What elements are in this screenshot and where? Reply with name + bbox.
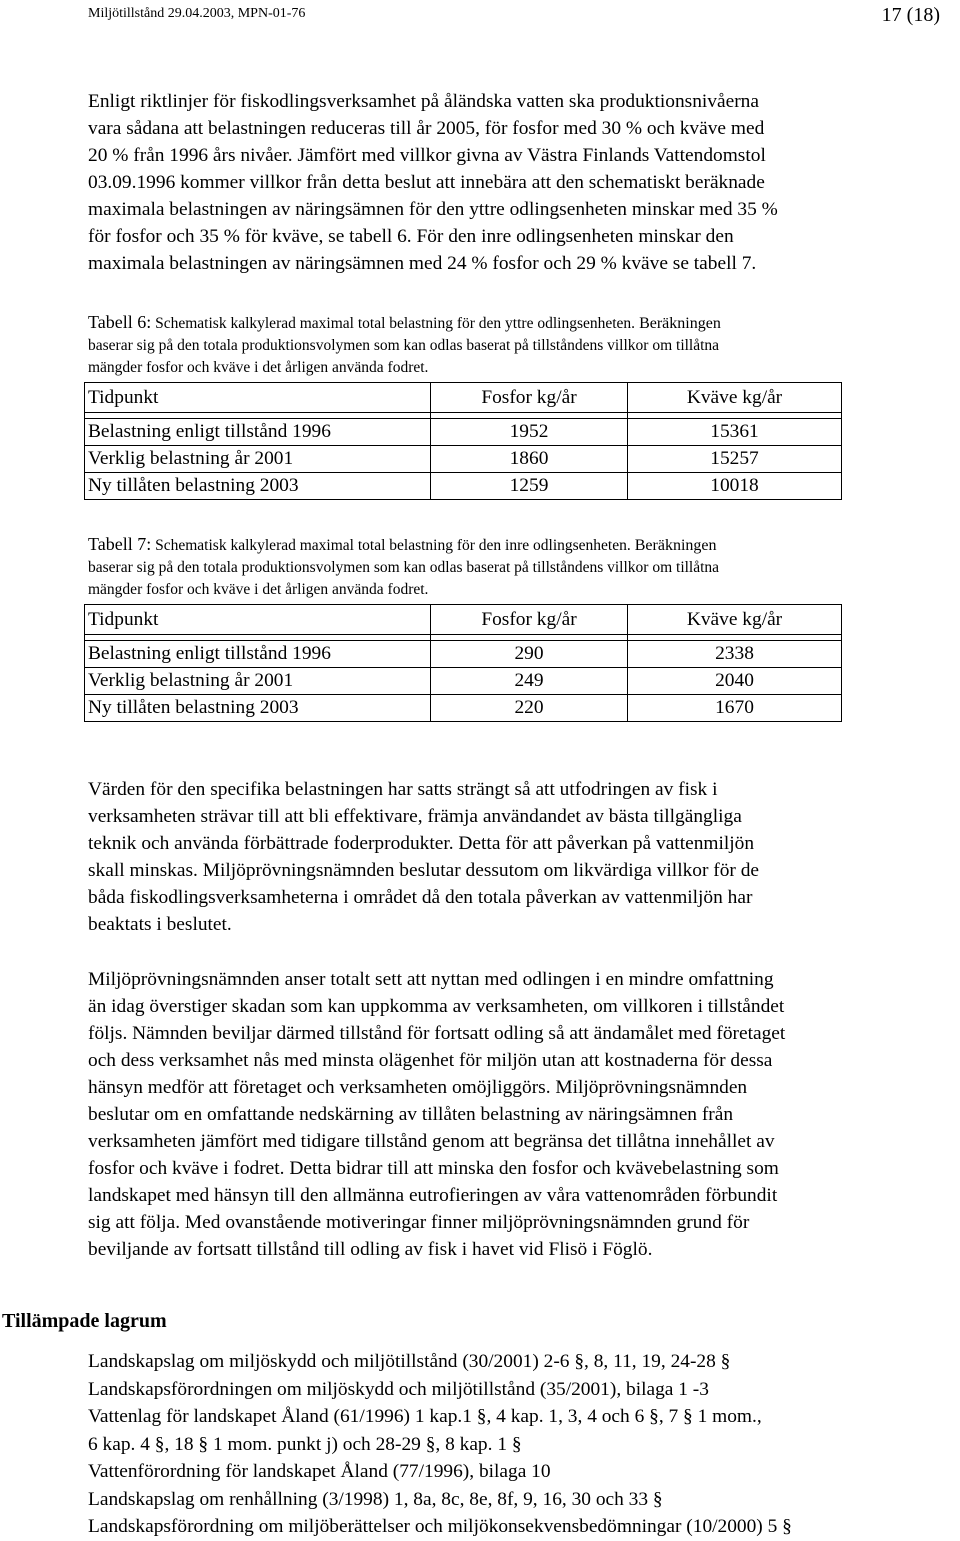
law-reference: 6 kap. 4 §, 18 § 1 mom. punkt j) och 28-29 §, 8 kap. 1 § — [88, 1433, 522, 1455]
table-cell: Ny tillåten belastning 2003 — [85, 695, 431, 722]
table6 — [84, 382, 842, 500]
table-row — [85, 641, 842, 668]
applied-law-list — [88, 1348, 948, 1541]
text-line: skall minskas. Miljöprövningsnämnden beslutar dessutom om likvärdiga villkor för de — [88, 860, 760, 881]
table7-caption-line: mängder fosfor och kväve i det årligen använda fodret. — [88, 581, 429, 598]
text-line: landskapet med hänsyn till den allmänna eutrofieringen av våra vattenområden förbundit — [88, 1185, 778, 1206]
text-line: för fosfor och 35 % för kväve, se tabell 6. För den inre odlingsenheten minskar den — [88, 226, 734, 247]
text-line: 03.09.1996 kommer villkor från detta beslut att innebära att den schematiskt beräknade — [88, 172, 765, 193]
text-line: följs. Nämnden beviljar därmed tillstånd för fortsatt odling så att ändamålet med företaget — [88, 1023, 786, 1044]
text-line: verksamheten strävar till att bli effektivare, främja användandet av bästa tillgängliga — [88, 806, 742, 827]
table-cell: 1952 — [431, 419, 628, 446]
column-header: Kväve kg/år — [628, 605, 842, 635]
table7-caption-label: Tabell 7: — [88, 534, 152, 554]
table-cell: Verklig belastning år 2001 — [85, 446, 431, 473]
column-header: Kväve kg/år — [628, 383, 842, 413]
table-cell: Verklig belastning år 2001 — [85, 668, 431, 695]
section-heading-applied-law: Tillämpade lagrum — [2, 1310, 167, 1332]
column-header: Fosfor kg/år — [431, 605, 628, 635]
table-row — [85, 473, 842, 500]
table6-caption-tail: Beräkningen — [635, 315, 721, 332]
table-row — [85, 695, 842, 722]
text-line: Värden för den specifika belastningen har satts strängt så att utfodringen av fisk i — [88, 779, 718, 800]
paragraph-decision — [88, 966, 938, 1263]
table6-caption-text: Schematisk kalkylerad maximal total belastning för den yttre odlingsenheten. — [151, 315, 636, 332]
text-line: och dess verksamhet nås med minsta olägenhet för miljön utan att kostnaderna för dessa — [88, 1050, 773, 1071]
table-cell: 1670 — [628, 695, 842, 722]
table-cell: 10018 — [628, 473, 842, 500]
table-cell: 1860 — [431, 446, 628, 473]
text-line: sig att följa. Med ovanstående motiveringar finner miljöprövningsnämnden grund för — [88, 1212, 750, 1233]
law-reference: Landskapsförordning om miljöberättelser och miljökonsekvensbedömningar (10/2000) 5 § — [88, 1516, 792, 1537]
table7-caption-line: baserar sig på den totala produktionsvolymen som kan odlas baserat på tillståndens villkor om tillåtna — [88, 559, 720, 576]
table6-caption — [88, 311, 938, 379]
text-line: beaktats i beslutet. — [88, 914, 232, 935]
law-reference: Vattenförordning för landskapet Åland (77/1996), bilaga 10 — [88, 1461, 551, 1482]
column-header: Tidpunkt — [85, 605, 431, 635]
text-line: Miljöprövningsnämnden anser totalt sett att nyttan med odlingen i en mindre omfattning — [88, 969, 774, 990]
table-row — [85, 419, 842, 446]
text-line: maximala belastningen av näringsämnen med 24 % fosfor och 29 % kväve se tabell 7. — [88, 253, 757, 274]
text-line: vara sådana att belastningen reduceras till år 2005, för fosfor med 30 % och kväve med — [88, 118, 765, 139]
table-cell: 2338 — [628, 641, 842, 668]
table6-caption-line: mängder fosfor och kväve i det årligen använda fodret. — [88, 359, 429, 376]
document-reference: Miljötillstånd 29.04.2003, MPN-01-76 — [88, 6, 306, 21]
text-line: än idag överstiger skadan som kan uppkomma av verksamheten, om villkoren i tillståndet — [88, 996, 785, 1017]
column-header: Fosfor kg/år — [431, 383, 628, 413]
text-line: Enligt riktlinjer för fiskodlingsverksamhet på åländska vatten ska produktionsnivåerna — [88, 91, 759, 112]
table-row — [85, 668, 842, 695]
table6-caption-line: baserar sig på den totala produktionsvolymen som kan odlas baserat på tillståndens villkor om tillåtna — [88, 337, 720, 354]
text-line: båda fiskodlingsverksamheterna i området då den totala påverkan av vattenmiljön har — [88, 887, 753, 908]
table-cell: 249 — [431, 668, 628, 695]
column-header: Tidpunkt — [85, 383, 431, 413]
law-reference: Landskapslag om renhållning (3/1998) 1, 8a, 8c, 8e, 8f, 9, 16, 30 och 33 § — [88, 1488, 663, 1510]
table-cell: Ny tillåten belastning 2003 — [85, 473, 431, 500]
text-line: hänsyn medför att företaget och verksamheten omöjliggörs. Miljöprövningsnämnden — [88, 1077, 748, 1098]
law-reference: Landskapslag om miljöskydd och miljötillstånd (30/2001) 2-6 §, 8, 11, 19, 24-28 § — [88, 1351, 731, 1372]
table-header-row — [85, 605, 842, 635]
table-cell: 220 — [431, 695, 628, 722]
table-cell: Belastning enligt tillstånd 1996 — [85, 641, 431, 668]
text-line: beslutar om en omfattande nedskärning av tillåten belastning av näringsämnen från — [88, 1104, 734, 1125]
text-line: teknik och använda förbättrade foderprodukter. Detta för att påverkan på vattenmiljön — [88, 833, 755, 854]
table6-caption-label: Tabell 6: — [88, 312, 152, 332]
table-cell: 1259 — [431, 473, 628, 500]
table-cell: 290 — [431, 641, 628, 668]
text-line: 20 % från 1996 års nivåer. Jämfört med villkor givna av Västra Finlands Vattendomstol — [88, 145, 766, 166]
text-line: fosfor och kväve i fodret. Detta bidrar till att minska den fosfor och kvävebelastning som — [88, 1158, 779, 1179]
text-line: maximala belastningen av näringsämnen för den yttre odlingsenheten minskar med 35 % — [88, 199, 778, 220]
text-line: verksamheten jämfört med tidigare tillstånd genom att begränsa det tillåtna innehållet av — [88, 1131, 775, 1152]
table-row — [85, 446, 842, 473]
table7-caption-tail: Beräkningen — [630, 537, 717, 554]
table-cell: 15257 — [628, 446, 842, 473]
intro-paragraph — [88, 88, 938, 277]
table7-caption — [88, 533, 938, 601]
text-line: beviljande av fortsatt tillstånd till odling av fisk i havet vid Flisö i Föglö. — [88, 1239, 653, 1260]
law-reference: Landskapsförordningen om miljöskydd och miljötillstånd (35/2001), bilaga 1 -3 — [88, 1378, 709, 1400]
law-reference: Vattenlag för landskapet Åland (61/1996) 1 kap.1 §, 4 kap. 1, 3, 4 och 6 §, 7 § 1 mom., — [88, 1406, 762, 1427]
page-number: 17 (18) — [881, 4, 940, 26]
table7-caption-text: Schematisk kalkylerad maximal total belastning för den inre odlingsenheten. — [151, 537, 631, 554]
table-cell: 15361 — [628, 419, 842, 446]
table-cell: 2040 — [628, 668, 842, 695]
paragraph-specific-load — [88, 776, 938, 938]
table-cell: Belastning enligt tillstånd 1996 — [85, 419, 431, 446]
table-header-row — [85, 383, 842, 413]
table7 — [84, 604, 842, 722]
